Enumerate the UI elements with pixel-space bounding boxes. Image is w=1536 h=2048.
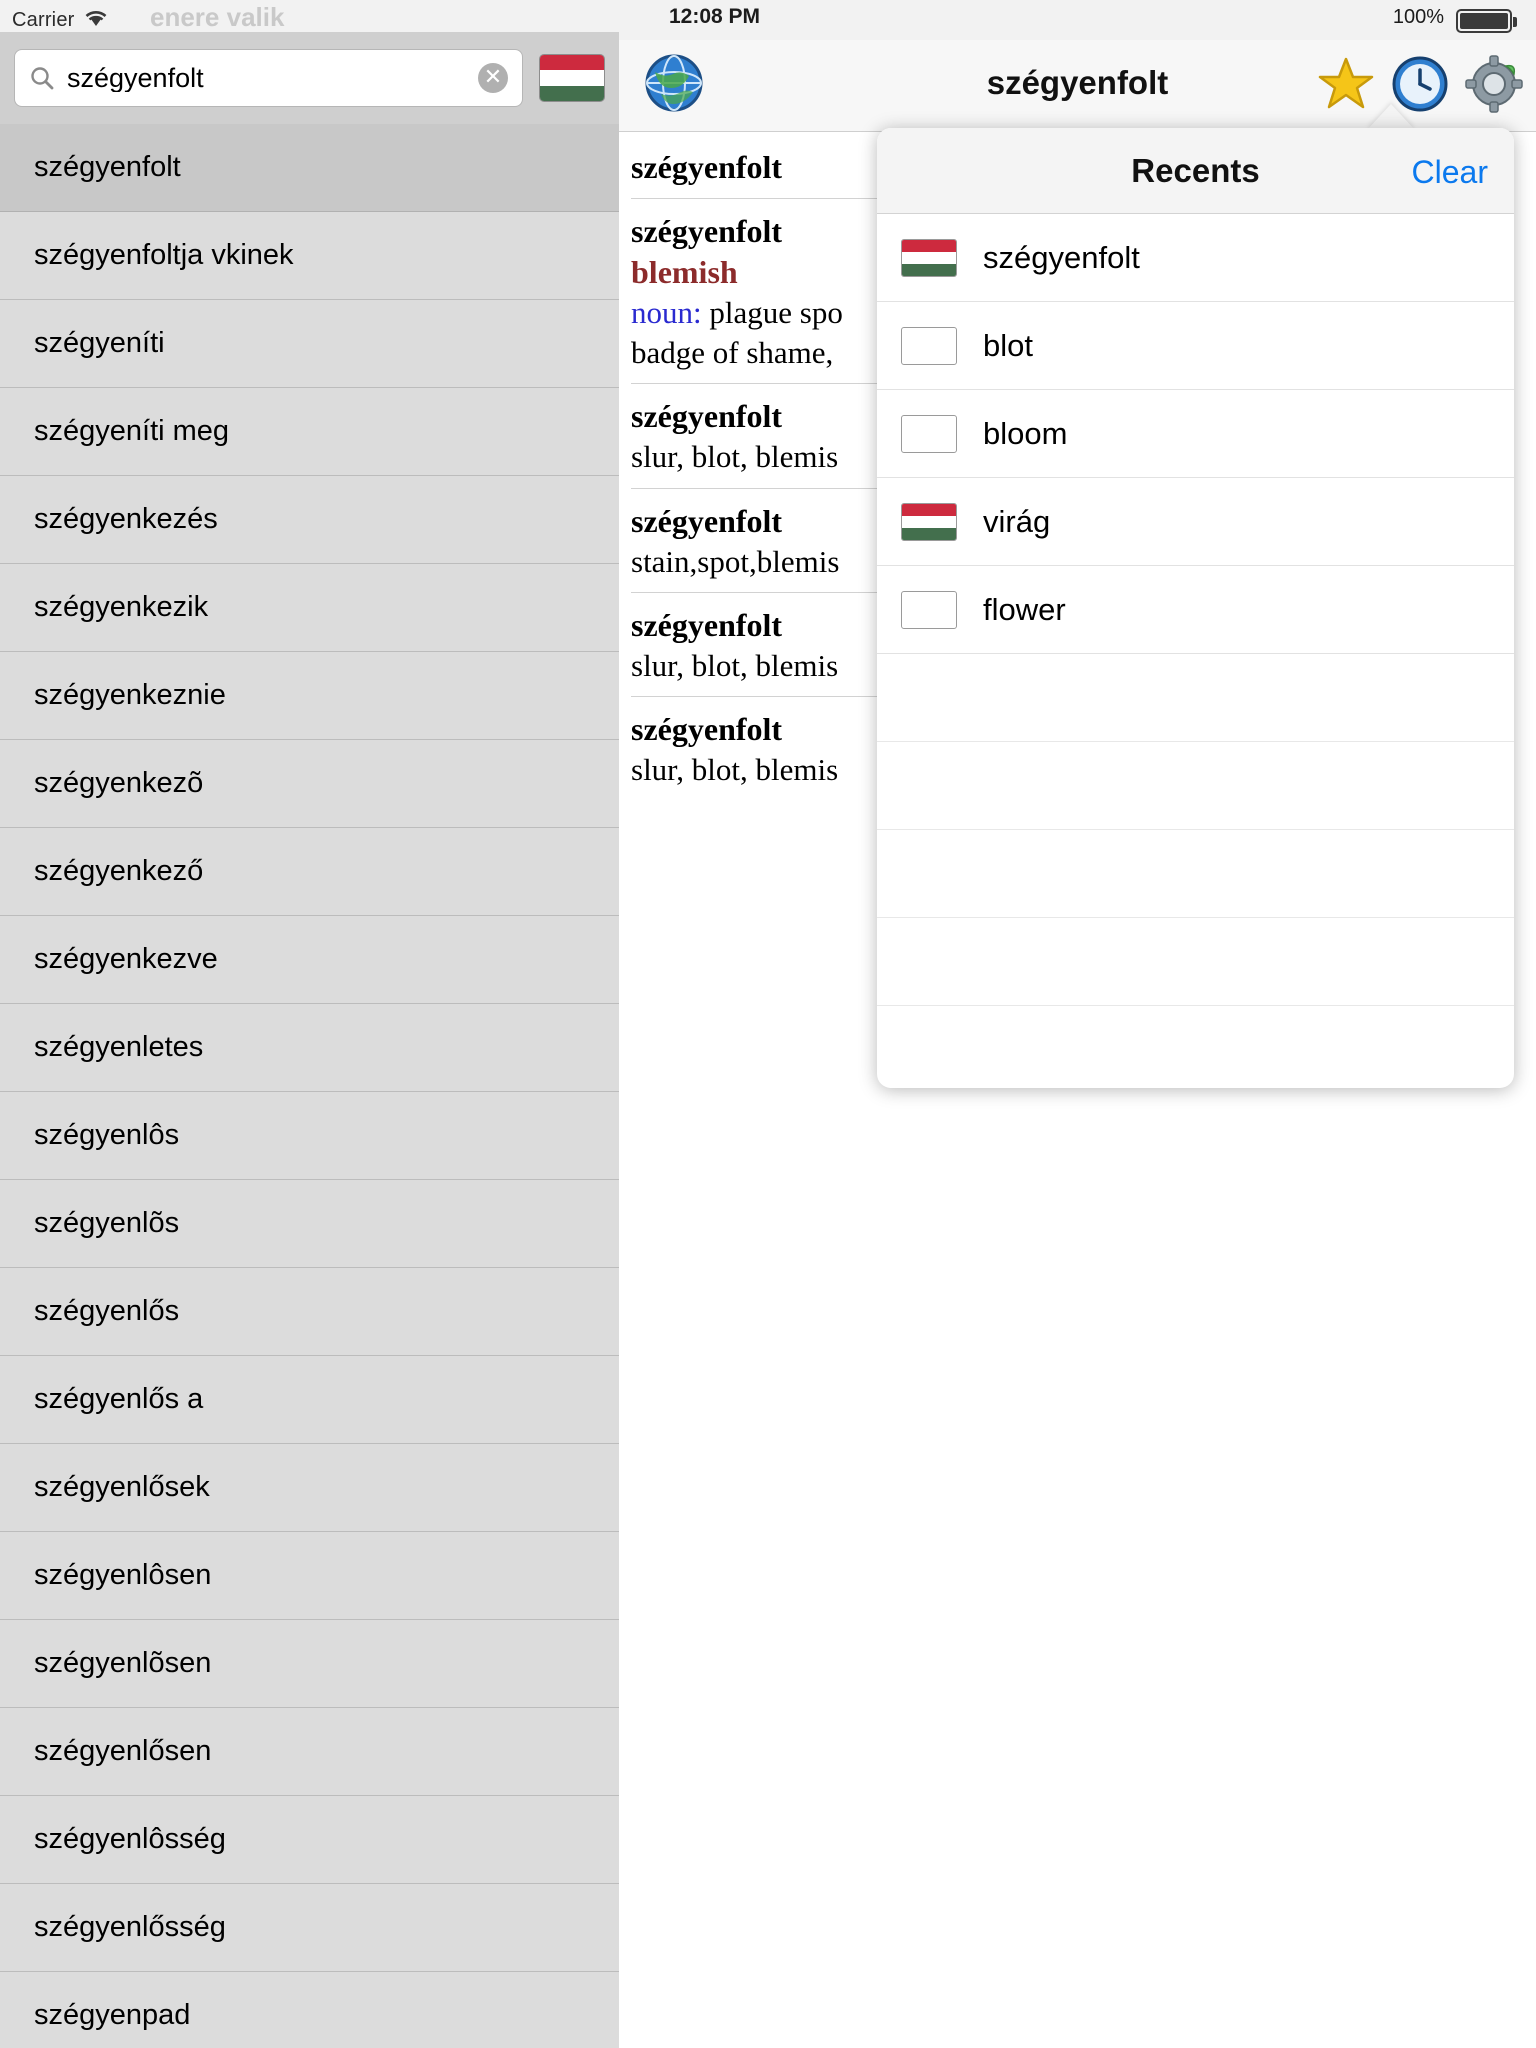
- recent-label: virág: [983, 503, 1051, 539]
- left-pane: [0, 0, 619, 2048]
- suggestion-label: szégyenkezve: [34, 943, 218, 975]
- page-title: szégyenfolt: [986, 64, 1169, 101]
- battery-percent-label: 100%: [1392, 6, 1444, 28]
- entry-headword: szégyenfolt: [631, 502, 783, 539]
- suggestion-label: szégyenlôsség: [34, 1823, 226, 1855]
- list-item-empty: [877, 830, 1514, 918]
- list-item[interactable]: [0, 388, 619, 476]
- list-item[interactable]: [0, 124, 619, 212]
- search-input-value: szégyenfolt: [67, 64, 204, 92]
- list-item[interactable]: [0, 212, 619, 300]
- list-item[interactable]: [0, 1972, 619, 2048]
- list-item[interactable]: [0, 740, 619, 828]
- suggestion-label: szégyenlôs: [34, 1119, 180, 1151]
- list-item[interactable]: [0, 300, 619, 388]
- suggestion-label: szégyenlős a: [34, 1383, 204, 1415]
- list-item[interactable]: [0, 1092, 619, 1180]
- list-item[interactable]: [0, 1532, 619, 1620]
- search-icon: [29, 65, 55, 91]
- suggestion-label: szégyenfolt: [34, 151, 181, 183]
- entry-definition-text: slur, blot, blemis: [631, 439, 839, 475]
- list-item[interactable]: [877, 390, 1514, 478]
- suggestion-label: szégyenlősen: [34, 1735, 212, 1767]
- recent-label: blot: [983, 327, 1033, 363]
- hungary-flag-icon: [540, 55, 604, 101]
- uk-flag-icon: [901, 591, 957, 629]
- right-status-bar: [619, 0, 1536, 40]
- divider: [631, 488, 891, 489]
- entry-headword: szégyenfolt: [631, 606, 783, 643]
- list-item[interactable]: [0, 564, 619, 652]
- list-item[interactable]: [877, 478, 1514, 566]
- divider: [631, 383, 891, 384]
- hungary-flag-icon: [901, 503, 957, 541]
- entry-headword: szégyenfolt: [631, 398, 783, 435]
- suggestion-list[interactable]: [0, 124, 619, 2048]
- recent-label: flower: [983, 591, 1066, 627]
- list-item[interactable]: [0, 652, 619, 740]
- list-item[interactable]: [0, 916, 619, 1004]
- popover-arrow: [1367, 104, 1415, 130]
- suggestion-label: szégyenkeznie: [34, 679, 226, 711]
- divider: [631, 592, 891, 593]
- suggestion-label: szégyenletes: [34, 1031, 204, 1063]
- list-item-empty: [877, 742, 1514, 830]
- ghost-title: enere valik: [150, 2, 285, 32]
- list-item[interactable]: [0, 1620, 619, 1708]
- clear-recents-button[interactable]: Clear: [1411, 154, 1488, 190]
- divider: [631, 696, 891, 697]
- wifi-icon: [83, 8, 109, 33]
- recent-label: bloom: [983, 415, 1068, 451]
- suggestion-label: szégyenlősség: [34, 1911, 226, 1943]
- suggestion-label: szégyenkezés: [34, 503, 218, 535]
- list-item[interactable]: [877, 566, 1514, 654]
- recents-popover: [877, 128, 1514, 1088]
- suggestion-label: szégyenlősek: [34, 1471, 210, 1503]
- search-input[interactable]: [14, 49, 523, 107]
- list-item[interactable]: [0, 1180, 619, 1268]
- suggestion-label: szégyenlôsen: [34, 1559, 212, 1591]
- list-item-empty: [877, 654, 1514, 742]
- list-item[interactable]: [877, 214, 1514, 302]
- entry-translation: blemish: [631, 253, 738, 290]
- language-flag-button[interactable]: [539, 54, 605, 102]
- entry-headword: szégyenfolt: [631, 149, 783, 185]
- list-item[interactable]: [0, 1884, 619, 1972]
- suggestion-label: szégyenkezõ: [34, 767, 204, 799]
- list-item[interactable]: [0, 1708, 619, 1796]
- list-item[interactable]: [0, 1356, 619, 1444]
- hungary-flag-icon: [901, 239, 957, 277]
- list-item[interactable]: [0, 828, 619, 916]
- suggestion-label: szégyenlõs: [34, 1207, 180, 1239]
- suggestion-label: szégyeníti meg: [34, 415, 230, 447]
- suggestion-label: szégyeníti: [34, 327, 165, 359]
- entry-definition-text: slur, blot, blemis: [631, 647, 839, 683]
- entry-headword: szégyenfolt: [631, 711, 783, 748]
- entry-headword: szégyenfolt: [631, 212, 783, 249]
- entry-definition-text: stain,spot,blemis: [631, 543, 840, 579]
- recent-label: szégyenfolt: [983, 239, 1140, 275]
- list-item[interactable]: [0, 1268, 619, 1356]
- suggestion-label: szégyenlős: [34, 1295, 180, 1327]
- uk-flag-icon: [901, 415, 957, 453]
- list-item[interactable]: [0, 476, 619, 564]
- popover-header: [877, 128, 1514, 214]
- divider: [631, 198, 891, 199]
- suggestion-label: szégyenlõsen: [34, 1647, 212, 1679]
- entry-definition-line2: badge of shame,: [631, 335, 834, 371]
- carrier-label: Carrier: [12, 8, 75, 31]
- list-item[interactable]: [0, 1004, 619, 1092]
- gear-icon[interactable]: [1464, 54, 1524, 114]
- list-item[interactable]: [0, 1444, 619, 1532]
- battery-icon: [1456, 9, 1512, 33]
- clear-search-icon[interactable]: ✕: [478, 63, 508, 93]
- uk-flag-icon: [901, 327, 957, 365]
- entry-definition-text: plague spo: [709, 294, 843, 330]
- search-bar: [0, 32, 619, 124]
- suggestion-label: szégyenfoltja vkinek: [34, 239, 294, 271]
- popover-title: Recents: [1131, 151, 1260, 189]
- suggestion-label: szégyenkezik: [34, 591, 209, 623]
- list-item-empty: [877, 918, 1514, 1006]
- entry-pos: noun:: [631, 294, 702, 330]
- list-item[interactable]: [877, 302, 1514, 390]
- clock-label: 12:08 PM: [669, 5, 761, 28]
- suggestion-label: szégyenkező: [34, 855, 204, 887]
- suggestion-label: szégyenpad: [34, 1999, 191, 2031]
- list-item[interactable]: [0, 1796, 619, 1884]
- entry-definition-text: slur, blot, blemis: [631, 752, 839, 788]
